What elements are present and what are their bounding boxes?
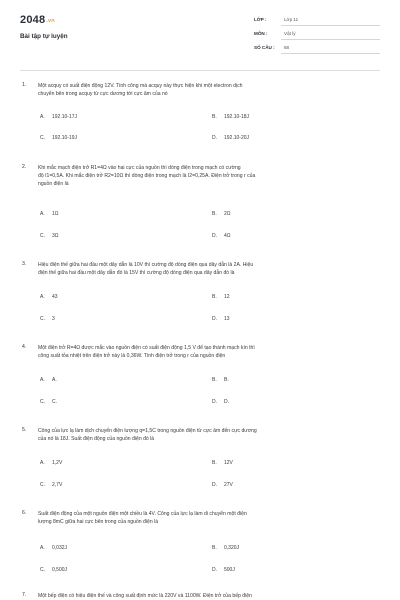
question-line: nguồn điện là [38, 181, 69, 188]
option-text: 3Ω [52, 233, 59, 239]
option-a[interactable] [40, 545, 67, 551]
option-c[interactable] [40, 233, 59, 239]
option-letter: D. [212, 135, 217, 141]
question-line: công suất tỏa nhiệt trên điện trở này là 0,36W. Tính điện trở trong r của nguồn điện [38, 353, 226, 360]
option-text: D. [224, 399, 229, 405]
option-b[interactable] [212, 294, 230, 300]
option-d[interactable] [212, 567, 235, 573]
question-line: Một acquy có suất điện động 12V. Tính công mà acquy này thực hiện khi một electron dịch [38, 83, 243, 89]
option-text: 0,500J [52, 567, 68, 573]
option-c[interactable] [40, 399, 57, 405]
question-number: 4. [22, 344, 27, 350]
option-letter: C. [40, 316, 45, 322]
meta-subject-row [254, 30, 380, 42]
option-text: 2,7V [52, 482, 63, 488]
meta-count-row [254, 44, 380, 56]
option-d[interactable] [212, 482, 233, 488]
option-b[interactable] [212, 114, 249, 120]
option-a[interactable] [40, 211, 59, 217]
option-b[interactable] [212, 460, 233, 466]
question-text [38, 261, 378, 277]
option-c[interactable] [40, 135, 77, 141]
meta-count-label: SỐ CÂU : [254, 45, 275, 50]
option-d[interactable] [212, 399, 229, 405]
option-letter: A. [40, 294, 45, 300]
question-line: Một bếp điện có hiệu điện thế và công suất định mức là 220V và 1100W. Điện trở của bếp điện [38, 593, 252, 599]
meta-subject-underline [281, 39, 380, 40]
option-text: C. [52, 399, 57, 405]
option-letter: A. [40, 460, 45, 466]
option-letter: C. [40, 135, 45, 141]
question-text [38, 344, 378, 360]
worksheet-title: Bài tập tự luyện [20, 33, 68, 40]
question-line: Suất điện động của một nguồn điện một chiều là 4V. Công của lực lạ làm di chuyển một điện [38, 511, 247, 517]
option-letter: B. [212, 545, 217, 551]
option-letter: D. [212, 233, 217, 239]
worksheet-header [0, 0, 400, 70]
header-divider [20, 70, 380, 71]
option-d[interactable] [212, 135, 249, 141]
site-logo[interactable] [20, 14, 55, 26]
option-letter: C. [40, 399, 45, 405]
option-text: 192.10-19J [52, 135, 78, 141]
question-text [38, 510, 378, 526]
option-letter: D. [212, 316, 217, 322]
question-number: 5. [22, 427, 27, 433]
option-text: 27V [224, 482, 233, 488]
option-d[interactable] [212, 316, 230, 322]
option-letter: A. [40, 377, 45, 383]
option-text: 3 [52, 316, 55, 322]
option-letter: B. [212, 211, 217, 217]
logo-main: 2048 [20, 14, 46, 26]
option-letter: A. [40, 114, 45, 120]
option-c[interactable] [40, 567, 67, 573]
option-a[interactable] [40, 294, 58, 300]
meta-subject-label: MÔN : [254, 31, 268, 36]
option-a[interactable] [40, 114, 77, 120]
question-number: 7. [22, 592, 27, 598]
option-text: 12V [224, 460, 233, 466]
meta-class-underline [281, 25, 380, 26]
question-text [38, 427, 378, 443]
option-d[interactable] [212, 233, 231, 239]
option-letter: D. [212, 567, 217, 573]
question-line: Hiệu điện thế giữa hai đầu một dây dẫn là 10V thì cường độ dòng điện qua dây dẫn là 2A. Hiệu [38, 262, 254, 268]
option-text: 0,320J [224, 545, 240, 551]
option-text: A. [52, 377, 57, 383]
question-text [38, 592, 378, 600]
question-line: chuyển bên trong acquy từ cực dương tới cực âm của nó [38, 91, 168, 98]
question-number: 1. [22, 82, 27, 88]
option-b[interactable] [212, 377, 229, 383]
option-text: 2Ω [224, 211, 231, 217]
option-letter: A. [40, 545, 45, 551]
option-b[interactable] [212, 545, 239, 551]
option-text: 0,032J [52, 545, 68, 551]
option-letter: C. [40, 482, 45, 488]
question-text [38, 164, 378, 189]
question-line: của nó là 18J. Suất điện động của nguồn điện đó là [38, 436, 155, 443]
option-c[interactable] [40, 316, 55, 322]
meta-class-label: LỚP : [254, 17, 267, 22]
meta-count-value: 68 [284, 45, 290, 50]
option-a[interactable] [40, 377, 57, 383]
option-text: 192.10-18J [224, 114, 250, 120]
meta-class-row [254, 16, 380, 28]
option-text: 192.10-17J [52, 114, 78, 120]
option-letter: D. [212, 399, 217, 405]
meta-count-underline [281, 53, 380, 54]
option-letter: B. [212, 460, 217, 466]
option-text: 43 [52, 294, 58, 300]
option-letter: B. [212, 377, 217, 383]
option-text: B. [224, 377, 229, 383]
option-text: 13 [224, 316, 230, 322]
meta-class-value: Lớp 11 [284, 17, 299, 22]
question-number: 3. [22, 261, 27, 267]
option-letter: B. [212, 294, 217, 300]
question-number: 2. [22, 164, 27, 170]
question-line: độ I1=0,5A. Khi mắc điện trở R2=10Ω thì dòng điện trong mạch là I2=0,25A. Điện trở trong r của [38, 173, 256, 180]
question-line: Một điện trở R=4Ω được mắc vào nguồn điện có suất điện động 1,5 V để tạo thành mạch kín thì [38, 345, 255, 351]
option-b[interactable] [212, 211, 231, 217]
question-line: điện thế giữa hai đầu một dây dẫn đó là 15V thì cường độ dòng điện qua dây dẫn đó là [38, 270, 235, 277]
question-line: Công của lực lạ làm dịch chuyển điện lượng q=1,5C trong nguồn điện từ cực âm đến cực dương [38, 428, 257, 434]
option-text: 1,2V [52, 460, 63, 466]
question-line: Khi mắc mạch điện trở R1=4Ω vào hai cực của nguồn thì dòng điện trong mạch có cường [38, 165, 241, 171]
option-letter: D. [212, 482, 217, 488]
option-letter: C. [40, 567, 45, 573]
question-line: lượng 8mC giữa hai cực bên trong của nguồn điện là [38, 519, 159, 526]
option-text: 1Ω [52, 211, 59, 217]
option-letter: C. [40, 233, 45, 239]
option-text: 12 [224, 294, 230, 300]
option-a[interactable] [40, 460, 62, 466]
logo-suffix: .vn [46, 18, 55, 24]
meta-subject-value: Vật lý [284, 31, 296, 36]
question-number: 6. [22, 510, 27, 516]
question-text [38, 82, 378, 98]
option-letter: B. [212, 114, 217, 120]
option-text: 192.10-20J [224, 135, 250, 141]
option-c[interactable] [40, 482, 62, 488]
option-text: 500J [224, 567, 235, 573]
option-text: 4Ω [224, 233, 231, 239]
option-letter: A. [40, 211, 45, 217]
